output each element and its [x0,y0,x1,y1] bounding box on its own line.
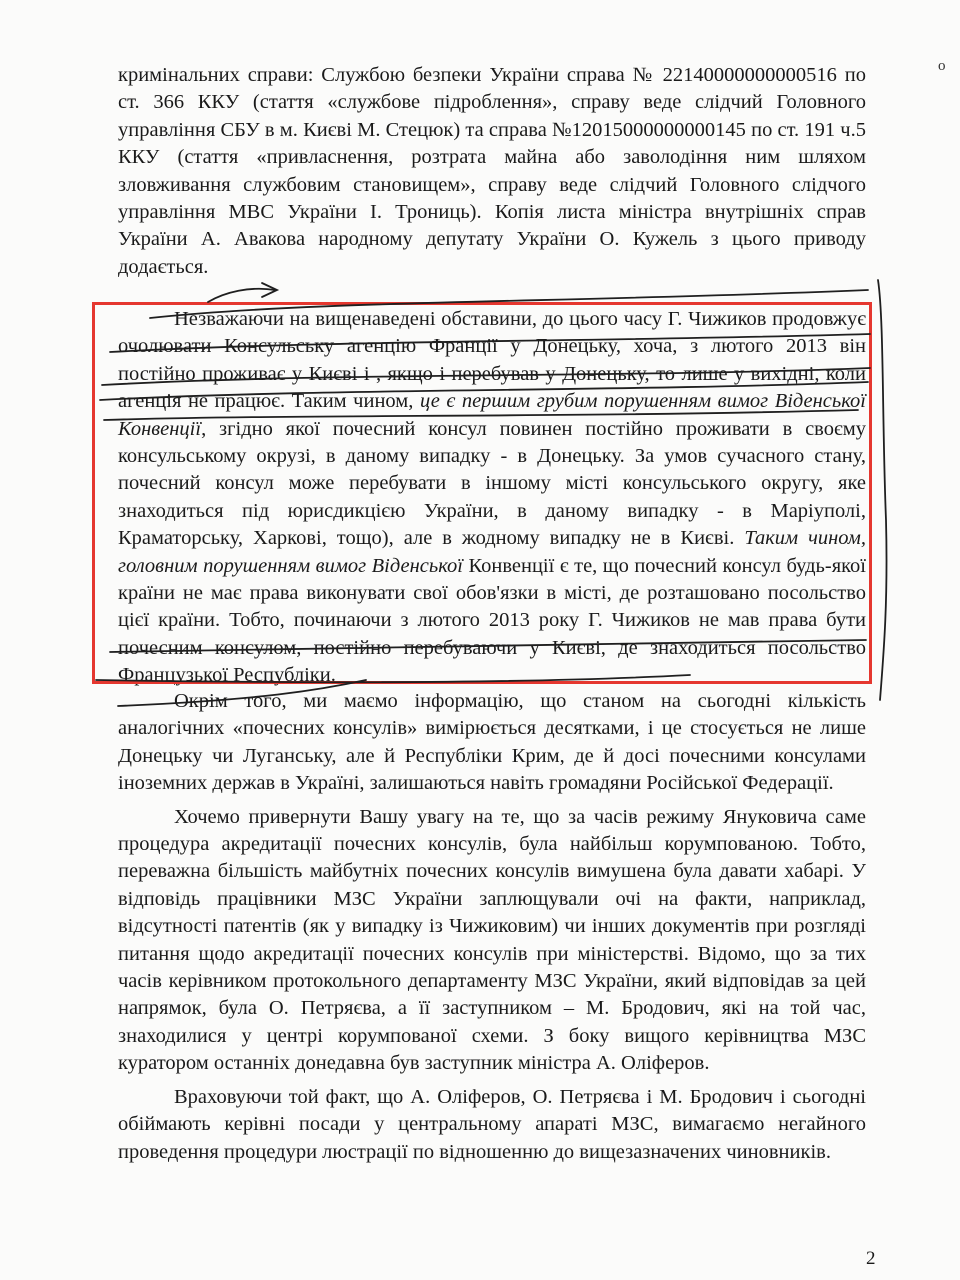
highlighted-italic-1: це є першим грубим порушенням вимог Віденської Конвенції [118,390,866,440]
pen-arrow-stroke [208,289,275,302]
pen-side-bracket [878,280,887,700]
paragraph-honorary-consuls: Окрім того, ми маємо інформацію, що станом на сьогодні кількість аналогічних «почесних консулів» вимірюється десятками, і це стосується не лише Донецьку чи Луганську, але й Республіки Крим, де й досі почесними консулами іноземних держав в Україні, залишаються навіть громадяни Російської Федерації. [118,690,866,795]
lower-paragraphs-block [118,688,866,1166]
paragraph-lustration-demand: Враховуючи той факт, що А. Оліферов, О. Петряєва і М. Бродович і сьогодні обіймають керівні посади у центральному апараті МЗС, вимагаємо негайного проведення процедури люстрації по відношенню до вищезазначених чиновників. [118,1085,866,1163]
page-number: 2 [866,1248,876,1269]
paragraph-accreditation-corruption: Хочемо привернути Вашу увагу на те, що за часів режиму Януковича саме процедура акредитації почесних консулів, була найбільш корумпованою. Тобто, переважна більшість майбутніх почесних консулів вимушена була давати хабарі. У відповідь працівники МЗС України заплющували очі на факти, наприклад, відсутності патентів (як у випадку із Чижиковим) чи інших документів при розгляді питання щодо акредитації почесних консулів при міністерстві. Відомо, що за тих часів керівником протокольного департаменту МЗС України, який відповідав за цей напрямок, була О. Петряєва, а її заступником – М. Бродович, які на той час, знаходилися у центрі корумпованої схеми. З боку вищого керівництва МЗС куратором останніх донедавна був заступник міністра А. Оліферов. [118,805,866,1075]
paragraph-criminal-cases: кримінальних справи: Службою безпеки України справа № 22140000000000516 по ст. 366 ККУ (стаття «службове підроблення», справу веде слідчий Головного управління СБУ в м. Києві М. Стецюк) та справа №12015000000000145 по ст. 191 ч.5 ККУ (стаття «привласнення, розтрата майна або заволодіння ним шляхом зловживання службовим становищем», справу веде слідчий Головного слідчого управління МВС України І. Трониць). Копія листа міністра внутрішніх справ України А. Авакова народному депутату України О. Кужель з цього приводу додається. [118,64,866,278]
top-paragraph-block [118,62,866,281]
highlighted-paragraph-block [118,306,866,690]
highlighted-text-part-2: , згідно якої почесний консул повинен постійно проживати в своєму консульському окрузі, в даному випадку - в Донецьку. За умов сучасного стану, почесний консул може перебувати в іншому місті консульського округу, яке знаходиться під юрисдикцією України, в даному випадку - в Маріуполі, Краматорську, Харкові, тощо), але в жодному випадку не в Києві. [118,417,866,550]
paragraph-vienna-convention [118,306,866,690]
highlighted-italic-2: Таким чином, головним порушенням вимог Віденської [118,527,866,577]
pen-arrow-head [262,283,277,297]
margin-mark: о [938,58,946,74]
highlighted-text-part-1: Незважаючи на вищенаведені обставини, до цього часу Г. Чижиков продовжує очолювати Консульську агенцію Франції у Донецьку, хоча, з лютого 2013 він постійно проживає у Києві і , якщо і перебував у Донецьку, то лише у вихідні, коли агенція не працює. Таким чином, [118,308,866,413]
highlighted-text-part-3: Конвенції є те, що почесний консул будь-якої країни не має права виконувати свої обов'язки в місті, де розташовано посольство цієї країни. Тобто, починаючи з лютого 2013 року Г. Чижиков не мав права бути почесним консулом, постійно перебуваючи у Києві, де знаходиться посольство Французької Республіки. [118,554,866,687]
